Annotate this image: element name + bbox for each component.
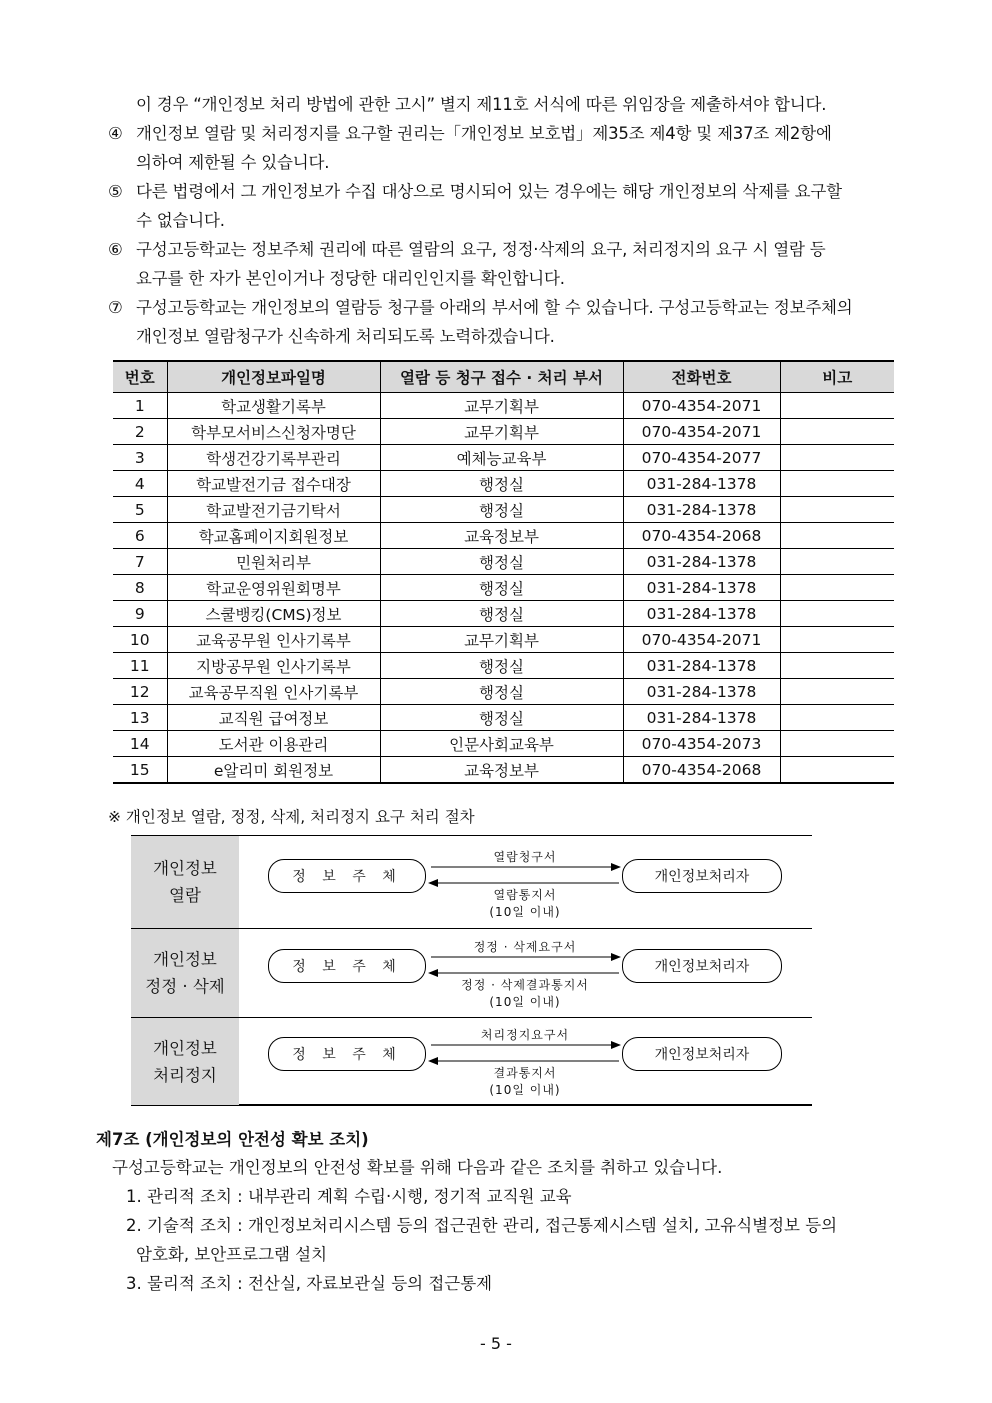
- cell-phone: 031-284-1378: [623, 705, 780, 731]
- article-7-heading: 제7조 (개인정보의 안전성 확보 조치): [96, 1130, 369, 1149]
- flow-row-label: 개인정보 정정 · 삭제: [131, 929, 239, 1017]
- cell-department: 행정실: [380, 601, 623, 627]
- article-7-item-2-line2: 암호화, 보안프로그램 설치: [136, 1245, 328, 1264]
- cell-number: 8: [113, 575, 167, 601]
- cell-department: 행정실: [380, 471, 623, 497]
- response-label: 정정 · 삭제결과통지서: [461, 978, 589, 992]
- cell-number: 12: [113, 679, 167, 705]
- cell-number: 3: [113, 445, 167, 471]
- cell-file-name: 민원처리부: [167, 549, 380, 575]
- cell-department: 교무기획부: [380, 393, 623, 419]
- cell-file-name: 학교홈페이지회원정보: [167, 523, 380, 549]
- para-7-line1: ⑦ 구성고등학교는 개인정보의 열람등 청구를 아래의 부서에 할 수 있습니다. 구성고등학교는 정보주체의: [108, 298, 853, 317]
- table-row: [113, 523, 894, 549]
- processor-box: 개인정보처리자: [622, 859, 782, 893]
- flow-row-correct: [131, 928, 812, 1017]
- cell-department: 교무기획부: [380, 627, 623, 653]
- period-label: (10일 이내): [489, 1083, 561, 1097]
- article-7-item-1: 1. 관리적 조치 : 내부관리 계획 수립·시행, 정기적 교직원 교육: [126, 1187, 572, 1206]
- cell-number: 4: [113, 471, 167, 497]
- cell-remarks: [780, 731, 894, 757]
- cell-phone: 070-4354-2073: [623, 731, 780, 757]
- cell-phone: 031-284-1378: [623, 601, 780, 627]
- cell-remarks: [780, 757, 894, 784]
- cell-file-name: 학교발전기금 접수대장: [167, 471, 380, 497]
- cell-number: 2: [113, 419, 167, 445]
- cell-remarks: [780, 393, 894, 419]
- flow-arrows: [131, 1018, 812, 1105]
- para-6-line1: ⑥ 구성고등학교는 정보주체 권리에 따른 열람의 요구, 정정·삭제의 요구, 처리정지의 요구 시 열람 등: [108, 240, 826, 259]
- para-7-line2: 개인정보 열람청구가 신속하게 처리되도록 노력하겠습니다.: [136, 327, 555, 346]
- request-label: 처리정지요구서: [480, 1028, 570, 1042]
- cell-department: 인문사회교육부: [380, 731, 623, 757]
- personal-info-file-table: [113, 360, 894, 784]
- cell-file-name: 학부모서비스신청자명단: [167, 419, 380, 445]
- table-row: [113, 679, 894, 705]
- intro-line: 이 경우 “개인정보 처리 방법에 관한 고시” 별지 제11호 서식에 따른 위임장을 제출하셔야 합니다.: [136, 95, 827, 114]
- table-row: [113, 601, 894, 627]
- table-row: [113, 653, 894, 679]
- processor-box: 개인정보처리자: [622, 1037, 782, 1071]
- para-5-line2: 수 없습니다.: [136, 211, 225, 230]
- cell-department: 행정실: [380, 705, 623, 731]
- cell-phone: 031-284-1378: [623, 653, 780, 679]
- flow-row-label: 개인정보 처리정지: [131, 1018, 239, 1105]
- request-label: 정정 · 삭제요구서: [473, 940, 577, 954]
- cell-file-name: 학생건강기록부관리: [167, 445, 380, 471]
- cell-remarks: [780, 471, 894, 497]
- response-label: 결과통지서: [493, 1066, 557, 1080]
- table-row: [113, 757, 894, 784]
- table-body: [113, 393, 894, 784]
- cell-department: 교무기획부: [380, 419, 623, 445]
- flow-row-label: 개인정보 열람: [131, 836, 239, 928]
- cell-remarks: [780, 419, 894, 445]
- period-label: (10일 이내): [489, 995, 561, 1009]
- cell-phone: 031-284-1378: [623, 679, 780, 705]
- cell-phone: 031-284-1378: [623, 575, 780, 601]
- header-phone: 전화번호: [623, 361, 780, 393]
- data-subject-box: 정 보 주 체: [268, 949, 426, 983]
- data-subject-box: 정 보 주 체: [268, 1037, 426, 1071]
- cell-file-name: 지방공무원 인사기록부: [167, 653, 380, 679]
- cell-remarks: [780, 601, 894, 627]
- header-department: 열람 등 청구 접수 · 처리 부서: [380, 361, 623, 393]
- cell-remarks: [780, 445, 894, 471]
- cell-phone: 070-4354-2068: [623, 523, 780, 549]
- cell-department: 행정실: [380, 497, 623, 523]
- cell-number: 11: [113, 653, 167, 679]
- cell-number: 9: [113, 601, 167, 627]
- cell-remarks: [780, 523, 894, 549]
- cell-phone: 031-284-1378: [623, 549, 780, 575]
- cell-number: 14: [113, 731, 167, 757]
- table-row: [113, 445, 894, 471]
- header-number: 번호: [113, 361, 167, 393]
- article-7-item-3: 3. 물리적 조치 : 전산실, 자료보관실 등의 접근통제: [126, 1274, 493, 1293]
- table-row: [113, 549, 894, 575]
- para-6-line2: 요구를 한 자가 본인이거나 정당한 대리인인지를 확인합니다.: [136, 269, 565, 288]
- cell-file-name: 교육공무직원 인사기록부: [167, 679, 380, 705]
- cell-department: 교육정보부: [380, 523, 623, 549]
- table-row: [113, 497, 894, 523]
- table-header-row: [113, 361, 894, 393]
- rights-paragraphs: [108, 90, 898, 351]
- cell-number: 6: [113, 523, 167, 549]
- table-row: [113, 575, 894, 601]
- procedure-flow-diagram: [131, 835, 812, 1106]
- table-row: [113, 393, 894, 419]
- header-file-name: 개인정보파일명: [167, 361, 380, 393]
- flow-arrows: [131, 836, 812, 928]
- cell-department: 예체능교육부: [380, 445, 623, 471]
- cell-phone: 070-4354-2077: [623, 445, 780, 471]
- response-label: 열람통지서: [493, 888, 557, 902]
- cell-file-name: 학교발전기금기탁서: [167, 497, 380, 523]
- cell-file-name: 교육공무원 인사기록부: [167, 627, 380, 653]
- flow-row-suspend: [131, 1017, 812, 1105]
- cell-remarks: [780, 679, 894, 705]
- procedure-note: ※ 개인정보 열람, 정정, 삭제, 처리정지 요구 처리 절차: [108, 808, 475, 826]
- flow-arrows: [131, 929, 812, 1017]
- cell-phone: 031-284-1378: [623, 471, 780, 497]
- article-7-item-2-line1: 2. 기술적 조치 : 개인정보처리시스템 등의 접근권한 관리, 접근통제시스템 설치, 고유식별정보 등의: [126, 1216, 838, 1235]
- header-remarks: 비고: [780, 361, 894, 393]
- article-7-intro: 구성고등학교는 개인정보의 안전성 확보를 위해 다음과 같은 조치를 취하고 있습니다.: [112, 1158, 723, 1177]
- cell-department: 행정실: [380, 575, 623, 601]
- cell-remarks: [780, 705, 894, 731]
- para-4-line2: 의하여 제한될 수 있습니다.: [136, 153, 330, 172]
- cell-remarks: [780, 549, 894, 575]
- cell-department: 행정실: [380, 653, 623, 679]
- para-4-line1: ④ 개인정보 열람 및 처리정지를 요구할 권리는「개인정보 보호법」제35조 제4항 및 제37조 제2항에: [108, 124, 832, 143]
- page-number: - 5 -: [480, 1334, 512, 1353]
- cell-phone: 070-4354-2071: [623, 419, 780, 445]
- cell-file-name: 학교운영위원회명부: [167, 575, 380, 601]
- cell-remarks: [780, 653, 894, 679]
- flow-row-view: [131, 836, 812, 928]
- cell-file-name: 스쿨뱅킹(CMS)정보: [167, 601, 380, 627]
- cell-number: 7: [113, 549, 167, 575]
- cell-number: 1: [113, 393, 167, 419]
- request-label: 열람청구서: [493, 850, 557, 864]
- table-row: [113, 471, 894, 497]
- processor-box: 개인정보처리자: [622, 949, 782, 983]
- cell-phone: 070-4354-2071: [623, 627, 780, 653]
- cell-file-name: e알리미 회원정보: [167, 757, 380, 784]
- data-subject-box: 정 보 주 체: [268, 859, 426, 893]
- cell-department: 행정실: [380, 679, 623, 705]
- cell-number: 15: [113, 757, 167, 784]
- cell-department: 교육정보부: [380, 757, 623, 784]
- table-row: [113, 419, 894, 445]
- cell-file-name: 도서관 이용관리: [167, 731, 380, 757]
- table-row: [113, 731, 894, 757]
- cell-department: 행정실: [380, 549, 623, 575]
- table-row: [113, 705, 894, 731]
- period-label: (10일 이내): [489, 905, 561, 919]
- cell-remarks: [780, 575, 894, 601]
- para-5-line1: ⑤ 다른 법령에서 그 개인정보가 수집 대상으로 명시되어 있는 경우에는 해당 개인정보의 삭제를 요구할: [108, 182, 842, 201]
- article-7-body: [112, 1153, 902, 1298]
- cell-remarks: [780, 627, 894, 653]
- cell-remarks: [780, 497, 894, 523]
- cell-file-name: 교직원 급여정보: [167, 705, 380, 731]
- cell-number: 5: [113, 497, 167, 523]
- cell-number: 13: [113, 705, 167, 731]
- cell-phone: 070-4354-2068: [623, 757, 780, 784]
- cell-number: 10: [113, 627, 167, 653]
- cell-phone: 031-284-1378: [623, 497, 780, 523]
- table-row: [113, 627, 894, 653]
- cell-phone: 070-4354-2071: [623, 393, 780, 419]
- cell-file-name: 학교생활기록부: [167, 393, 380, 419]
